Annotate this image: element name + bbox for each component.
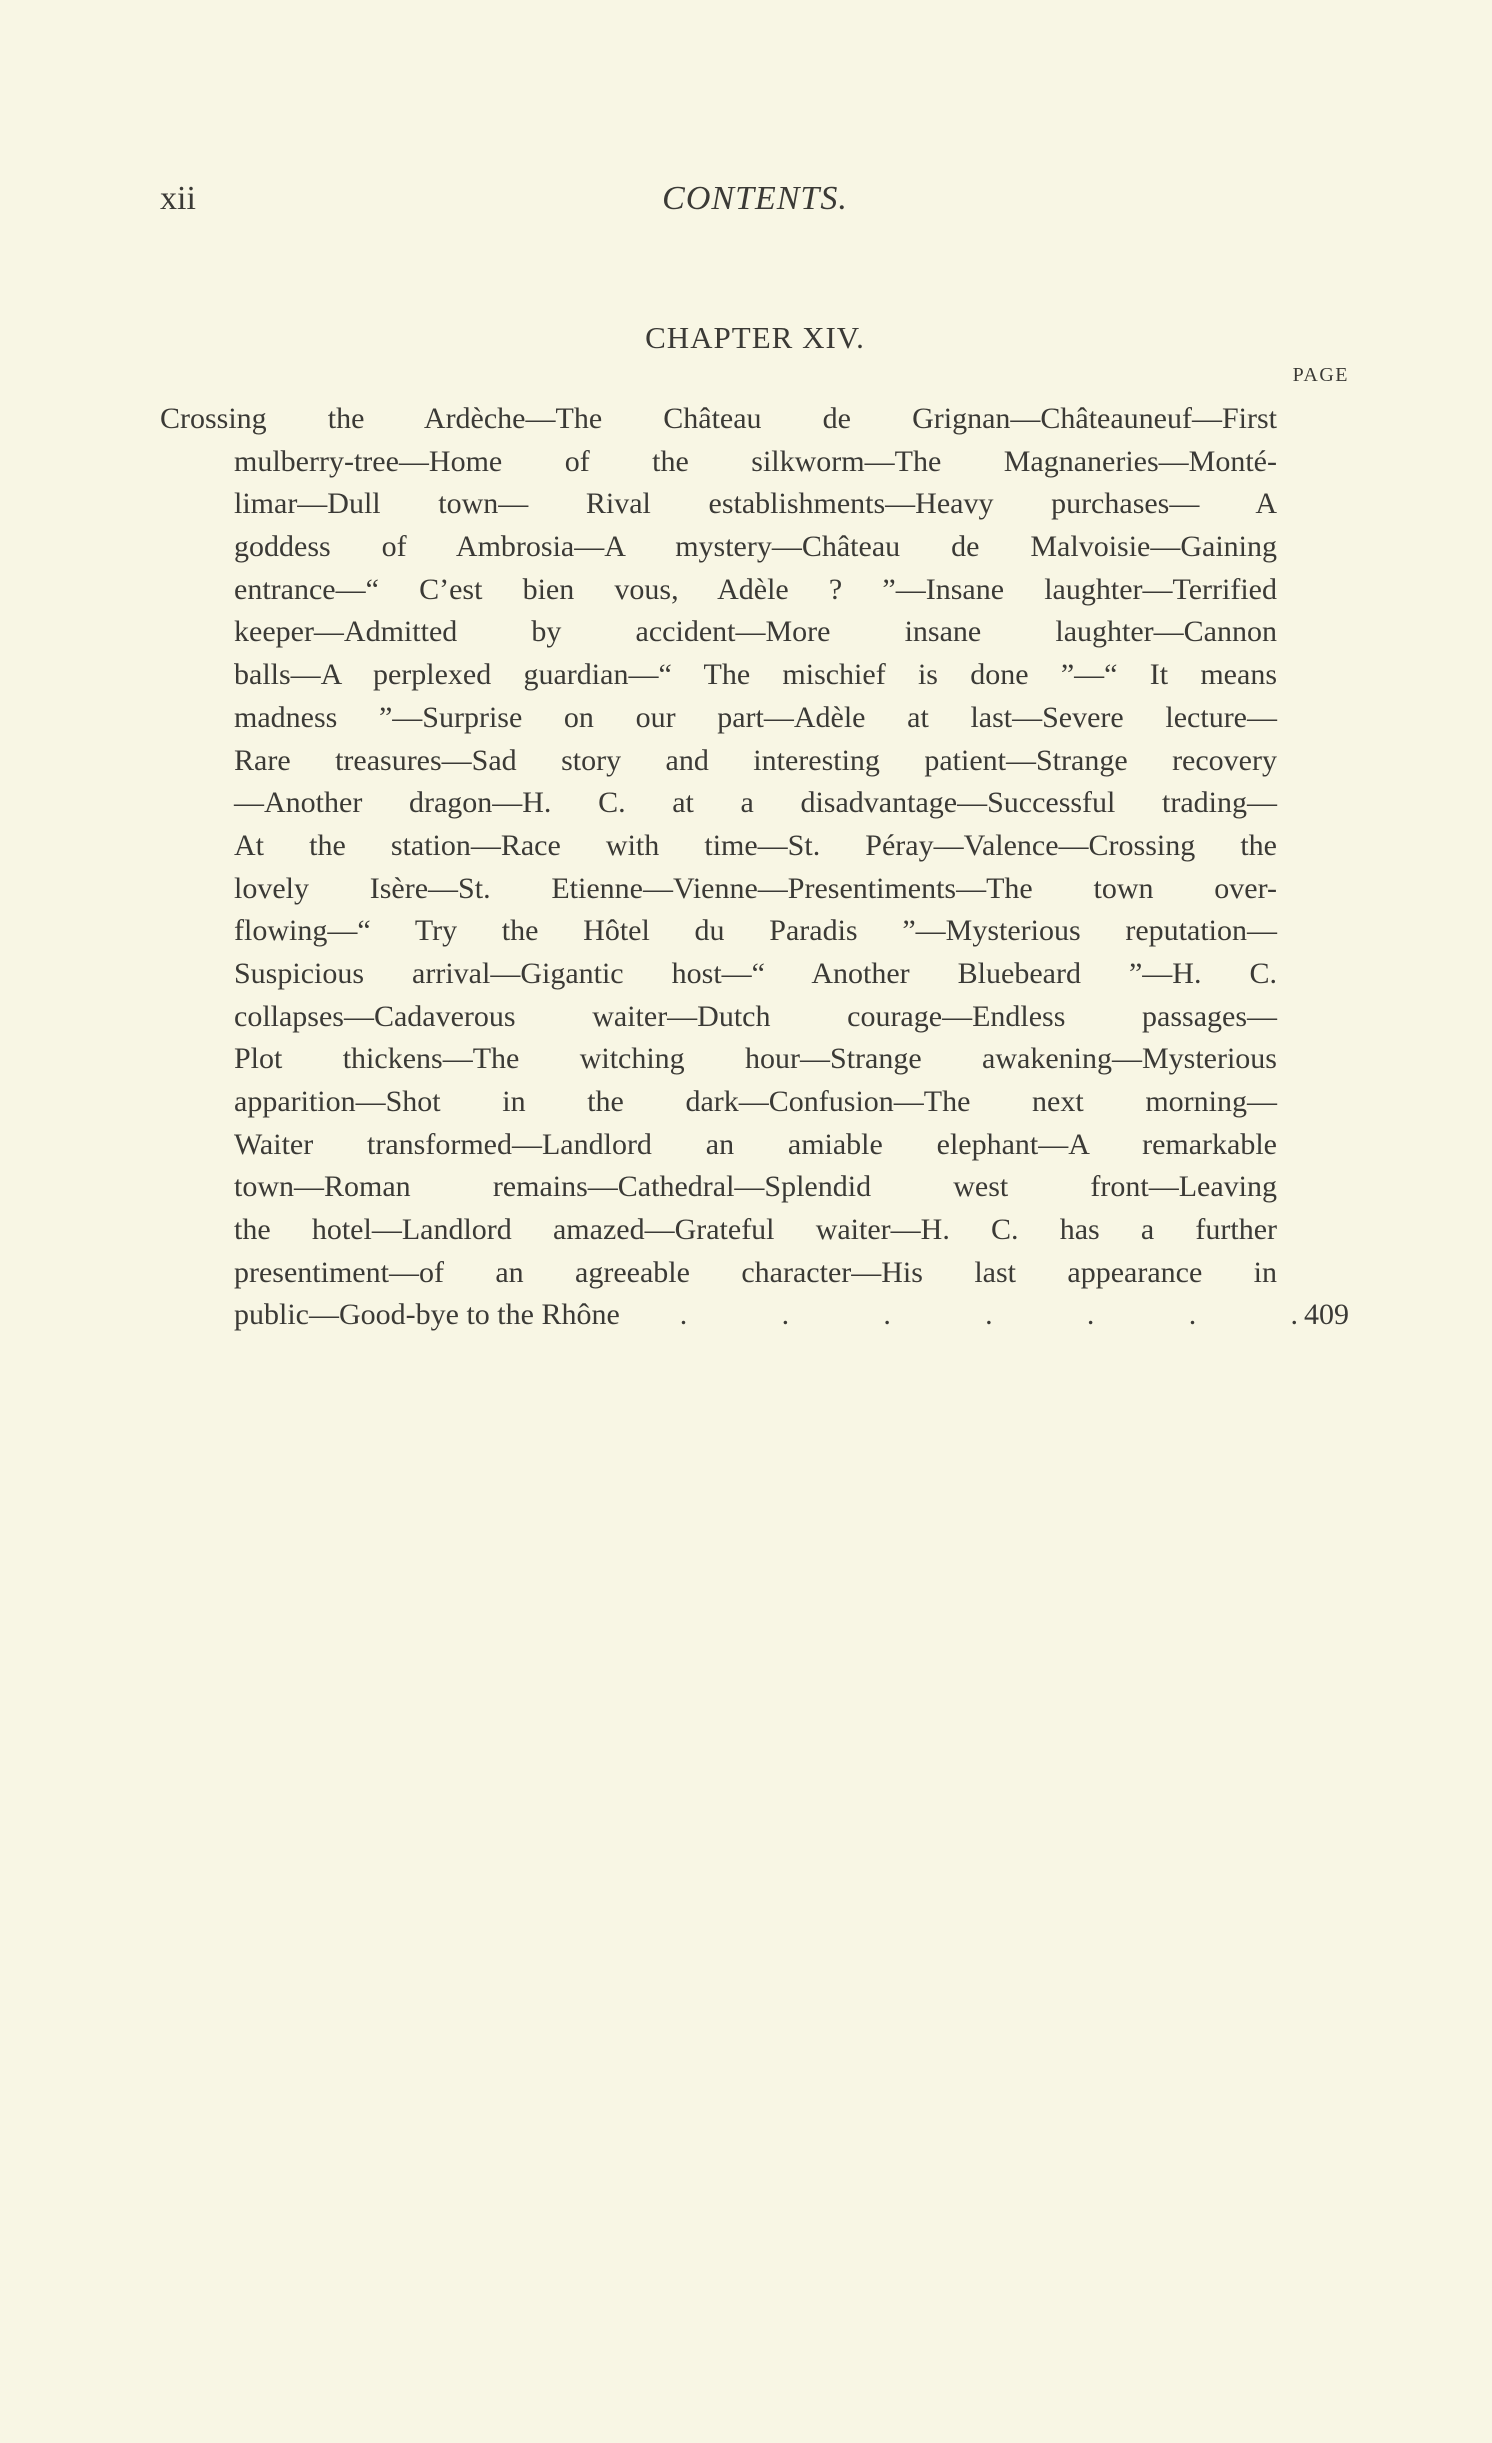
synopsis-line: Plot thickens—The witching hour—Strange awakening—Mysterious <box>234 1042 1277 1076</box>
synopsis-line: —Another dragon—H. C. at a disadvantage—Successful trading— <box>234 786 1277 820</box>
synopsis-line: apparition—Shot in the dark—Confusion—The next morning— <box>234 1085 1277 1118</box>
synopsis-last-line <box>234 1294 1349 1337</box>
chapter-title: CHAPTER XIV. <box>645 320 865 355</box>
synopsis-line: keeper—Admitted by accident—More insane laughter—Cannon <box>234 615 1277 649</box>
synopsis-line: mulberry-tree—Home of the silkworm—The Magnaneries—Monté- <box>234 444 1277 478</box>
synopsis-line: limar—Dull town— Rival establishments—Heavy purchases— A <box>234 487 1277 521</box>
page-number: 409 <box>1304 1298 1349 1332</box>
synopsis-line: town—Roman remains—Cathedral—Splendid west front—Leaving <box>234 1170 1277 1204</box>
synopsis-line: At the station—Race with time—St. Péray—Valence—Crossing the <box>234 828 1277 862</box>
synopsis-line: presentiment—of an agreeable character—His last appearance in <box>234 1255 1277 1289</box>
chapter-synopsis <box>160 398 1349 1337</box>
synopsis-line: madness ”—Surprise on our part—Adèle at last—Severe lecture— <box>234 700 1277 734</box>
synopsis-line: flowing—“ Try the Hôtel du Paradis ”—Mysterious reputation— <box>234 914 1277 948</box>
synopsis-line: balls—A perplexed guardian—“ The mischief is done ”—“ It means <box>234 658 1277 692</box>
synopsis-line: collapses—Cadaverous waiter—Dutch courage—Endless passages— <box>234 999 1277 1033</box>
synopsis-line: Waiter transformed—Landlord an amiable elephant—A remarkable <box>234 1127 1277 1161</box>
synopsis-line: Suspicious arrival—Gigantic host—“ Another Bluebeard ”—H. C. <box>234 956 1277 990</box>
running-title: CONTENTS. <box>662 180 848 217</box>
synopsis-line: lovely Isère—St. Etienne—Vienne—Presentiments—The town over- <box>234 871 1277 905</box>
synopsis-line: entrance—“ C’est bien vous, Adèle ? ”—Insane laughter—Terrified <box>234 572 1277 606</box>
synopsis-line: goddess of Ambrosia—A mystery—Château de Malvoisie—Gaining <box>234 530 1277 564</box>
synopsis-line: public—Good-bye to the Rhône <box>234 1298 620 1332</box>
synopsis-line: Crossing the Ardèche—The Château de Grignan—Châteauneuf—First <box>160 402 1277 435</box>
page-column-label: PAGE <box>1292 364 1349 386</box>
dot-leader: . . . . . . . <box>679 1298 1298 1332</box>
synopsis-line: the hotel—Landlord amazed—Grateful waiter—H. C. has a further <box>234 1213 1277 1247</box>
page-folio: xii <box>160 180 196 217</box>
synopsis-line: Rare treasures—Sad story and interesting patient—Strange recovery <box>234 743 1277 777</box>
